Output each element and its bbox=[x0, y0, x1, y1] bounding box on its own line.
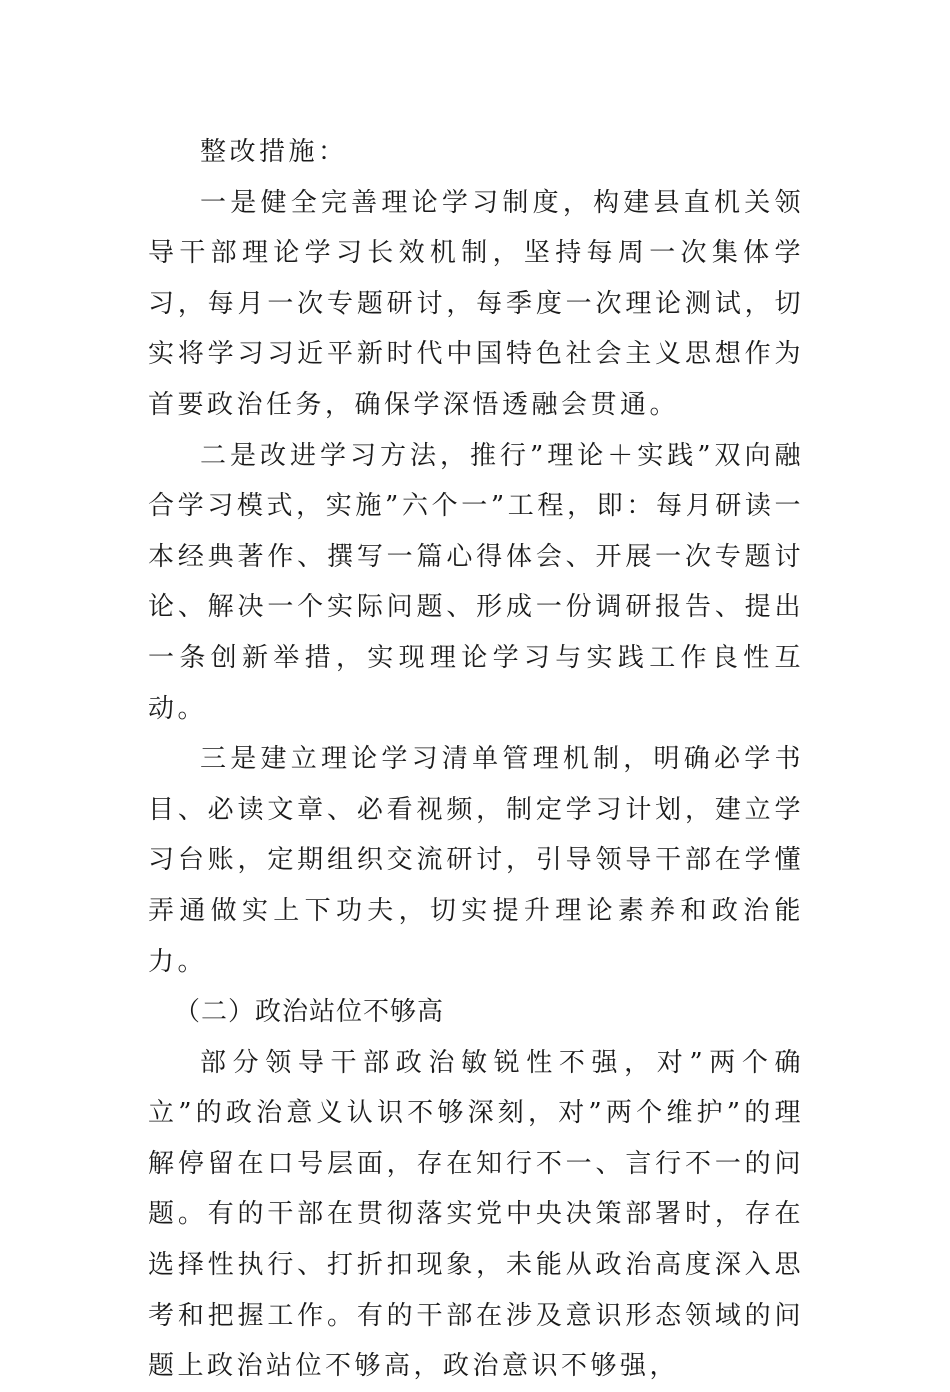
political-stance-paragraph: 部分领导干部政治敏锐性不强，对”两个确立”的政治意义认识不够深刻，对”两个维护”的理解停留在口号层面，存在知行不一、言行不一的问题。有的干部在贯彻落实党中央决策部署时，存在选择性执行、打折扣现象，未能从政治高度深入思考和把握工作。有的干部在涉及意识形态领域的问题上政治站位不够高，政治意识不够强， bbox=[148, 1047, 804, 1382]
rectification-measures-label: 整改措施： bbox=[200, 137, 348, 167]
section-heading-political-stance: （二）政治站位不够高 bbox=[174, 997, 445, 1028]
measure-one-paragraph: 一是健全完善理论学习制度，构建县直机关领导干部理论学习长效机制，坚持每周一次集体学习，每月一次专题研讨，每季度一次理论测试，切实将学习习近平新时代中国特色社会主义思想作为首要政治任务，确保学深悟透融会贯通。 bbox=[148, 187, 804, 420]
measure-three-paragraph: 三是建立理论学习清单管理机制，明确必学书目、必读文章、必看视频，制定学习计划，建立学习台账，定期组织交流研讨，引导领导干部在学懂弄通做实上下功夫，切实提升理论素养和政治能力。 bbox=[148, 744, 804, 977]
measure-two-paragraph: 二是改进学习方法，推行”理论＋实践”双向融合学习模式，实施”六个一”工程，即：每月研读一本经典著作、撰写一篇心得体会、开展一次专题讨论、解决一个实际问题、形成一份调研报告、提出一条创新举措，实现理论学习与实践工作良性互动。 bbox=[148, 440, 804, 724]
document-body bbox=[148, 127, 804, 1392]
